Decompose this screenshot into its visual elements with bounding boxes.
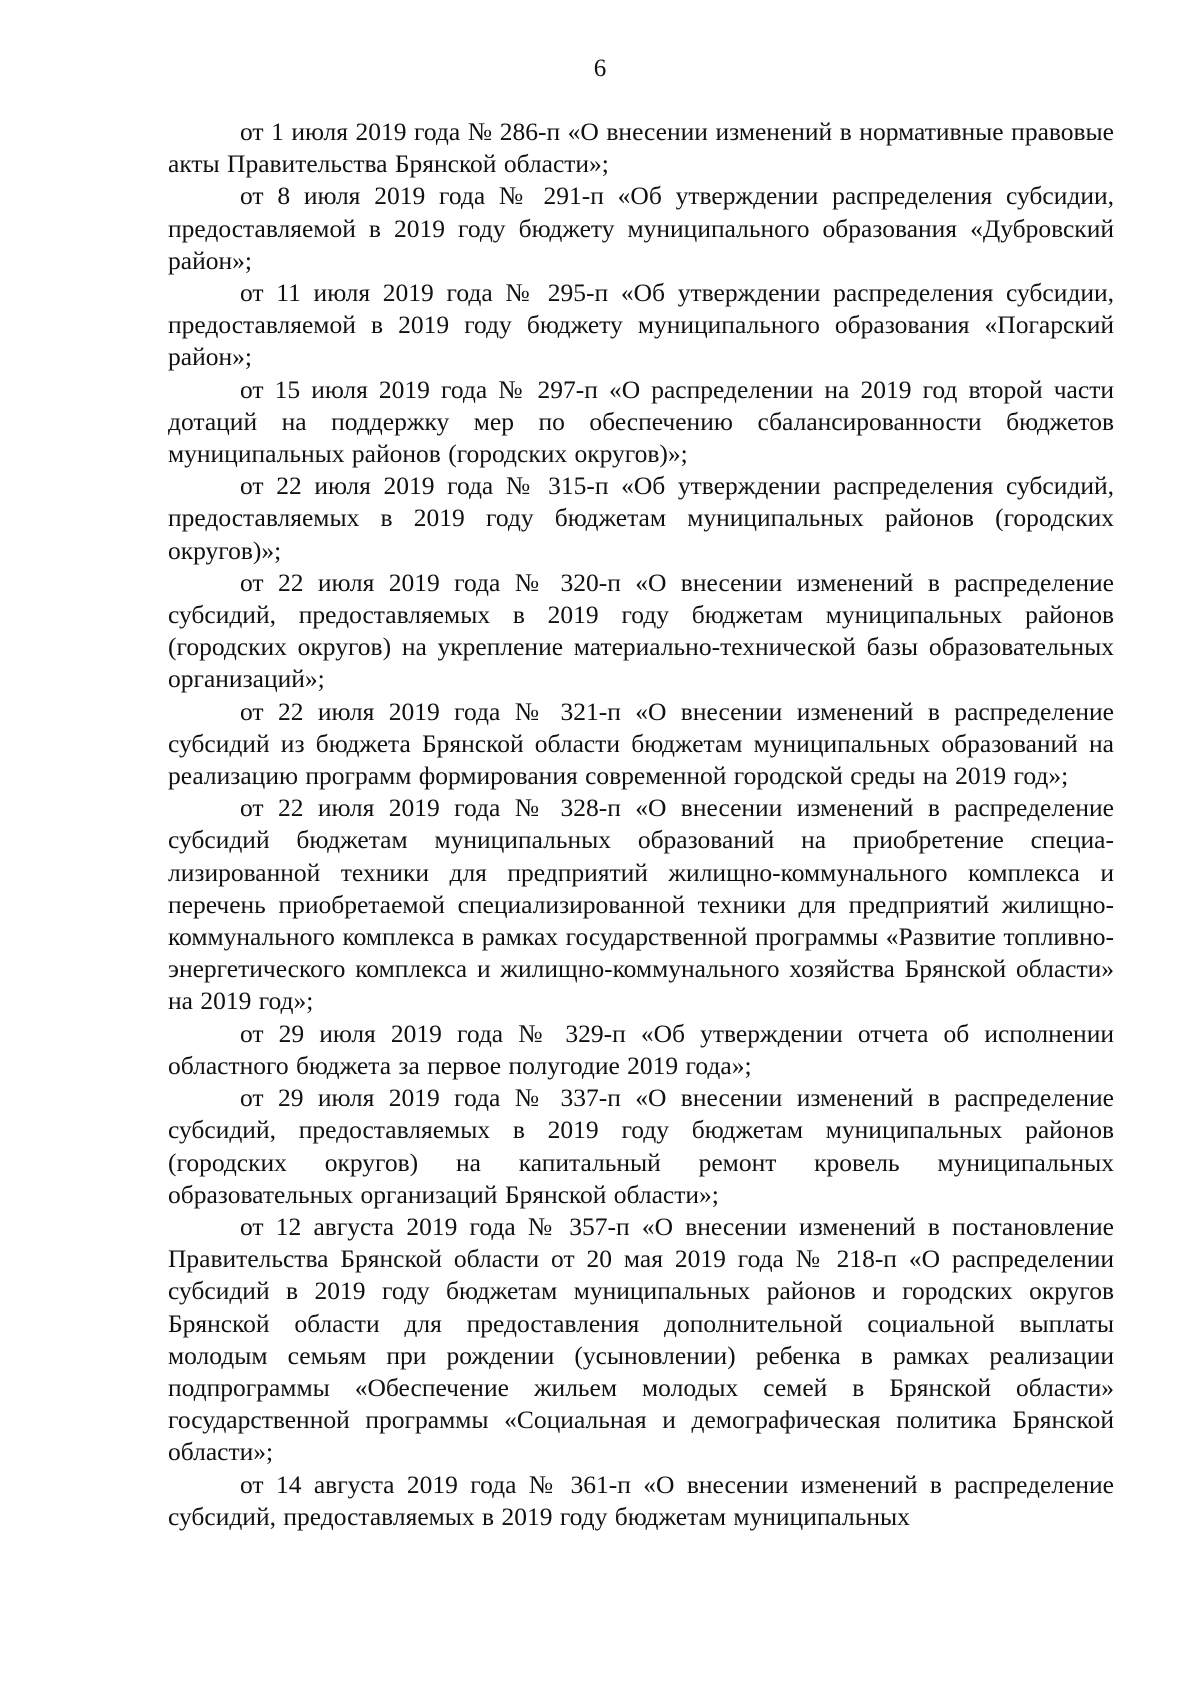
paragraph-resolution-291: от 8 июля 2019 года № 291-п «Об утверждении распределения субсидии, предоставляемой в 2019 году бюджету муниципального образования «Дубровский район»; <box>168 181 1114 275</box>
paragraph-resolution-295: от 11 июля 2019 года № 295-п «Об утверждении распределения субсидии, предоставляемой в 2019 году бюджету муниципального образования «Погарский район»; <box>168 278 1114 372</box>
document-body <box>168 116 1114 1533</box>
paragraph-resolution-337: от 29 июля 2019 года № 337-п «О внесении изменений в распределение субсидий, предоставляемых в 2019 году бюджетам муниципальных районов (городских округов) на капитальный ремонт кровель муниципальных образовательных организаций Брянской области»; <box>168 1083 1114 1209</box>
paragraph-resolution-315: от 22 июля 2019 года № 315-п «Об утверждении распределения субсидий, предоставляемых в 2019 году бюджетам муниципальных районов (городских округов)»; <box>168 471 1114 565</box>
paragraph-resolution-329: от 29 июля 2019 года № 329-п «Об утверждении отчета об исполнении областного бюджета за первое полугодие 2019 года»; <box>168 1018 1114 1080</box>
paragraph-resolution-321: от 22 июля 2019 года № 321-п «О внесении изменений в распределение субсидий из бюджета Брянской области бюджетам муниципальных образований на реализацию программ формирования современной городской среды на 2019 год»; <box>168 696 1114 791</box>
paragraph-resolution-297: от 15 июля 2019 года № 297-п «О распределении на 2019 год второй части дотаций на поддержку мер по обеспечению сбалансированности бюджетов муниципальных районов (городских округов)»; <box>168 374 1114 469</box>
paragraph-resolution-286: от 1 июля 2019 года № 286-п «О внесении изменений в нормативные правовые акты Правительства Брянской области»; <box>168 117 1114 179</box>
paragraph-resolution-357: от 12 августа 2019 года № 357-п «О внесении изменений в постановление Правительства Брянской области от 20 мая 2019 года № 218-п «О распределении субсидий в 2019 году бюджетам муниципальных районов и городских округов Брянской области для предоставления дополнительной социальной выплаты молодым семьям при рождении (усыновлении) ребенка в рамках реализации подпрограммы «Обеспечение жильем молодых семей в Брянской области» государственной программы «Социальная и демографическая политика Брянской области»; <box>168 1211 1114 1467</box>
paragraph-resolution-361: от 14 августа 2019 года № 361-п «О внесении изменений в распределение субсидий, предоставляемых в 2019 году бюджетам муниципальных <box>168 1469 1114 1531</box>
page-number: 6 <box>593 55 607 82</box>
paragraph-resolution-320: от 22 июля 2019 года № 320-п «О внесении изменений в распределение субсидий, предоставляемых в 2019 году бюджетам муниципальных районов (городских округов) на укрепление материально-технической базы образовательных организаций»; <box>168 567 1114 694</box>
paragraph-resolution-328: от 22 июля 2019 года № 328-п «О внесении изменений в распределение субсидий бюджетам муниципальных образований на приобретение специализированной техники для предприятий жилищно-коммунального комплекса и перечень приобретаемой специализированной техники для предприятий жилищно-коммунального комплекса в рамках государственной программы «Развитие топливно-энергетического комплекса и жилищно-коммунального хозяйства Брянской области» на 2019 год»; <box>168 793 1114 1016</box>
